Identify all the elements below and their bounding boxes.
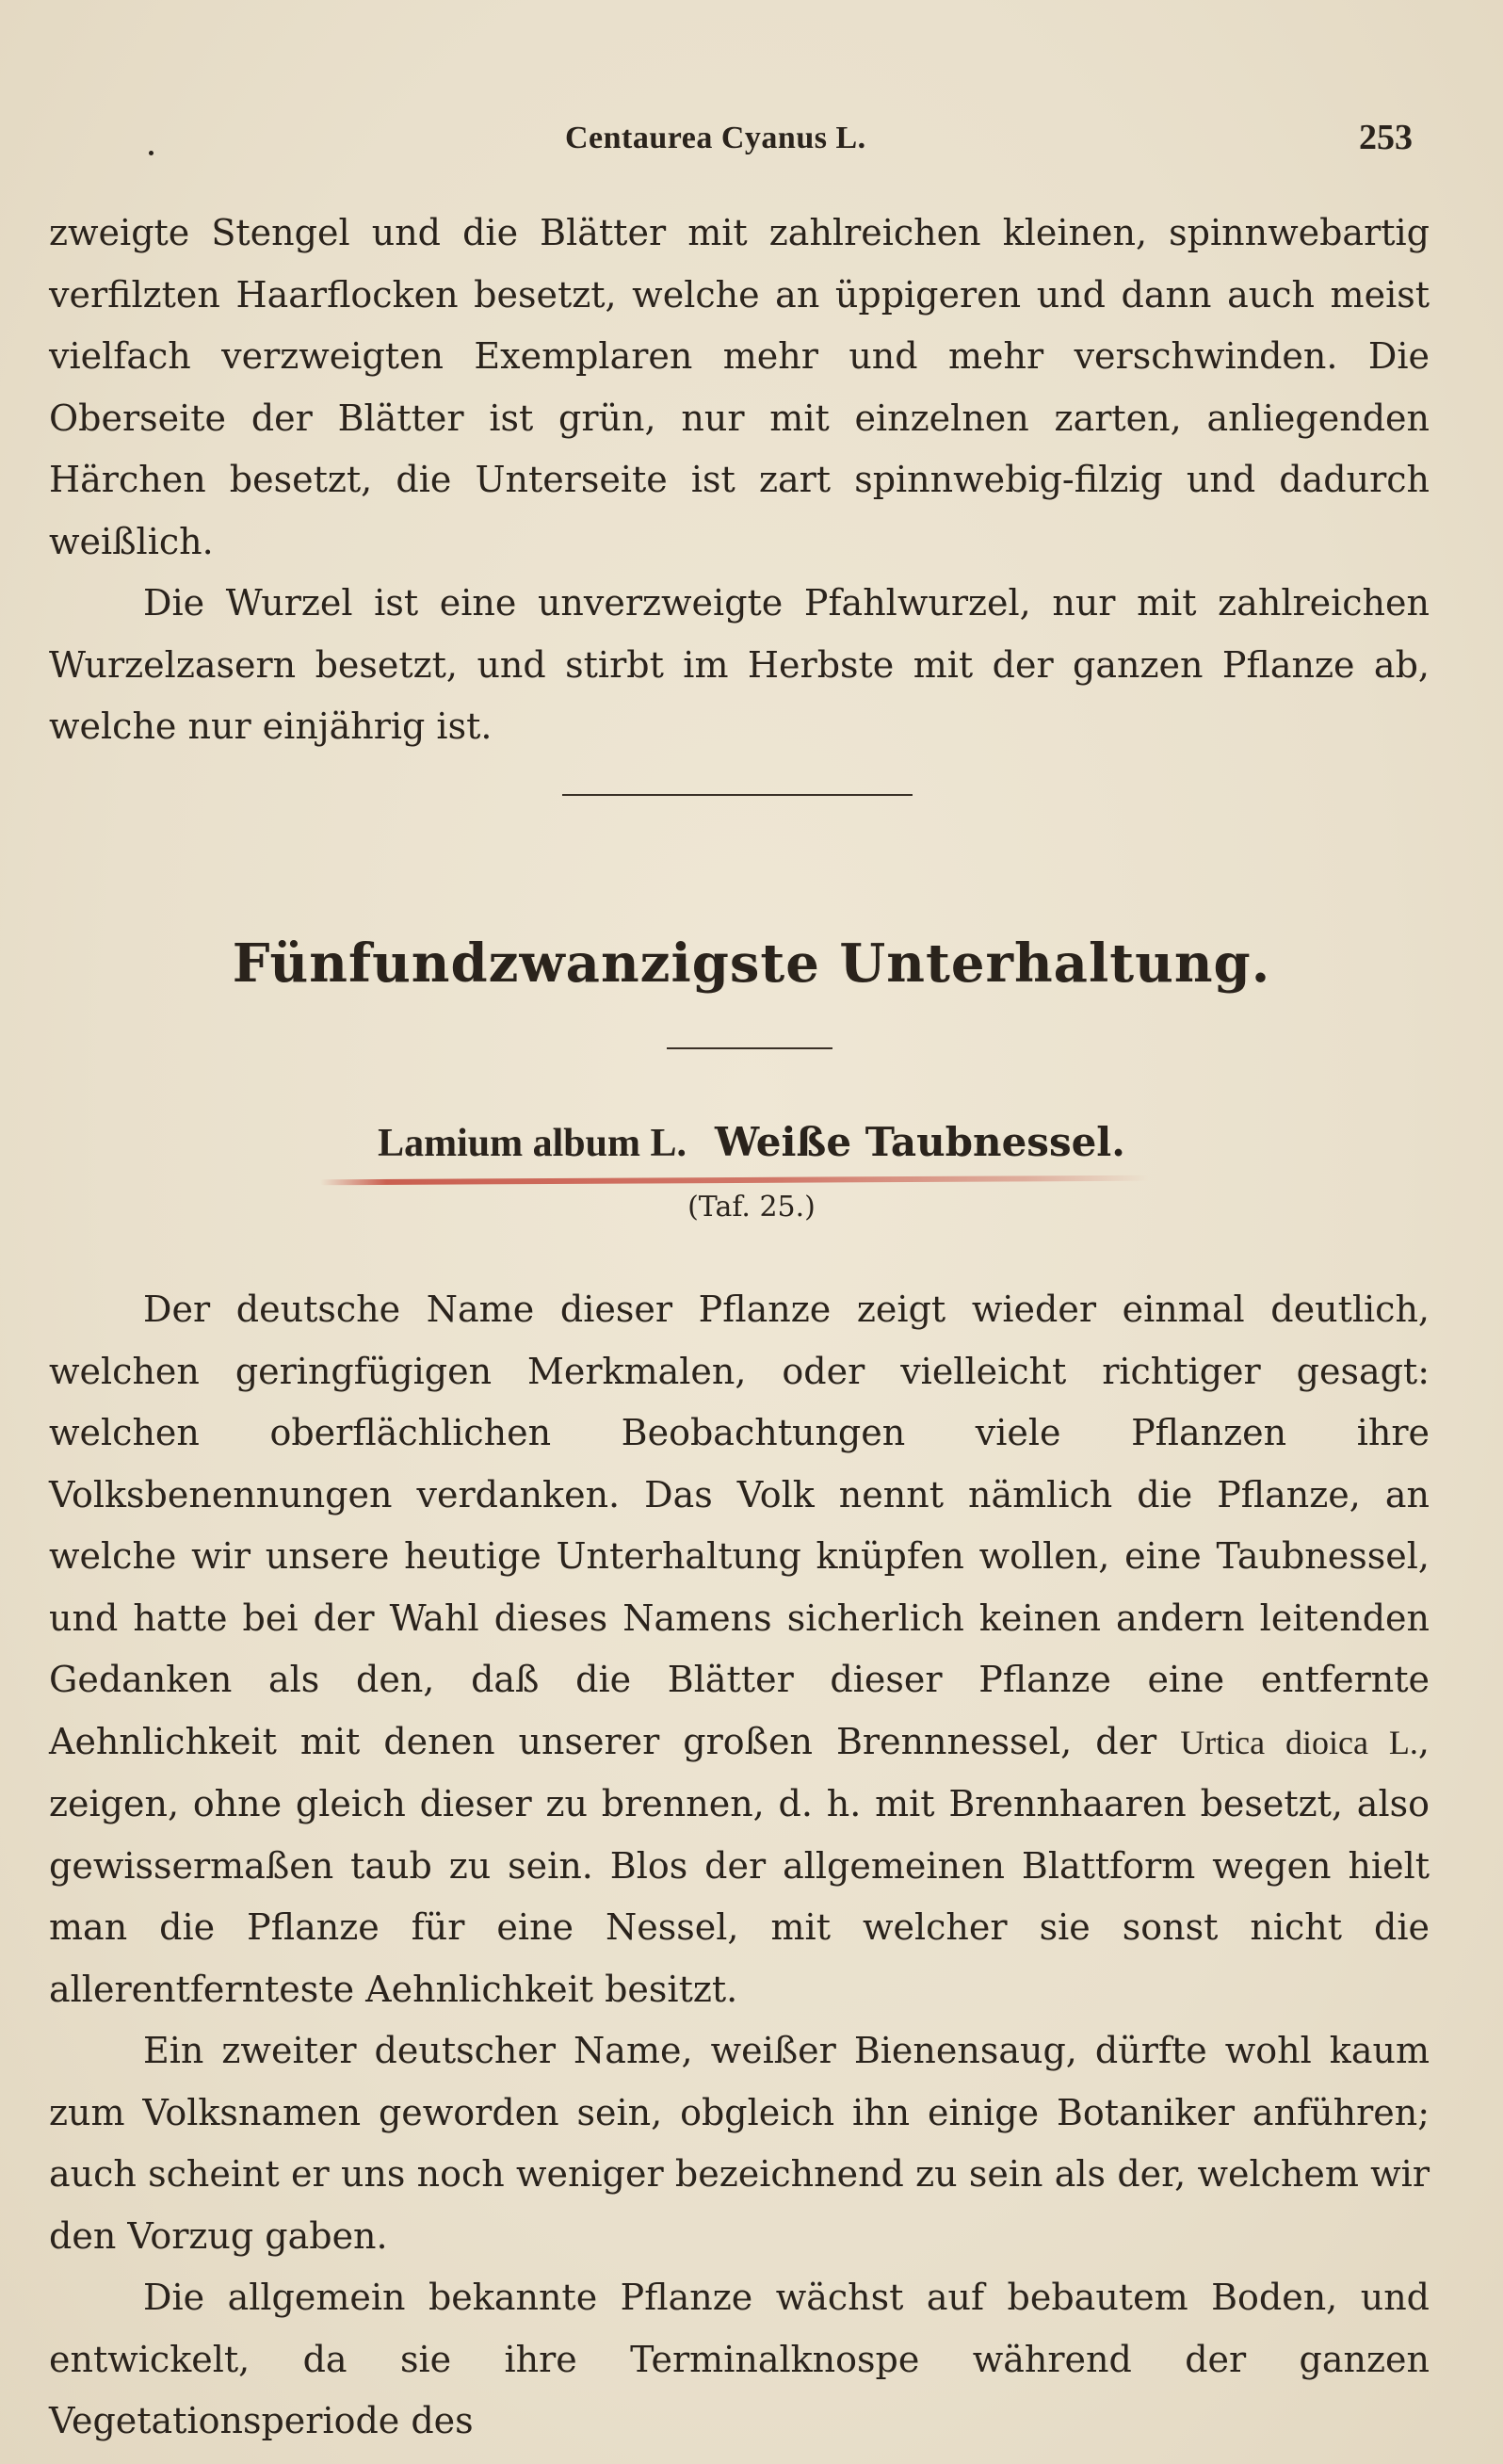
continued-text — [49, 203, 1430, 758]
page-number: 253 — [1359, 118, 1413, 157]
paragraph: zweigte Stengel und die Blätter mit zahlreichen kleinen, spinnwebartig verfilzten Haarflocken besetzt, welche an üppigeren und dann auch meist vielfach verzweigten Exemplaren mehr und mehr verschwinden. Die Oberseite der Blätter ist grün, nur mit einzelnen zarten, anliegenden Härchen besetzt, die Unterseite ist zart spinnwebig-filzig und dadurch weißlich. — [49, 212, 1430, 562]
species-heading — [0, 1119, 1503, 1166]
paragraph-text: , zeigen, ohne gleich dieser zu brennen, d. h. mit Brennhaaren besetzt, also gewissermaßen taub zu sein. Blos der allgemeinen Blattform wegen hielt man die Pflanze für eine Nessel, mit welcher sie sonst nicht die allerentfernteste Aehnlichkeit besitzt. — [49, 1720, 1430, 2010]
chapter-heading: Fünfundzwanzigste Unterhaltung. — [232, 932, 1271, 995]
species-name: Urtica dioica L. — [1180, 1723, 1418, 1761]
paragraph: Die allgemein bekannte Pflanze wächst auf bebautem Boden, und entwickelt, da sie ihre Terminalknospe während der ganzen Vegetationsperiode des — [49, 2277, 1430, 2441]
species-german-name: Weiße Taubnessel. — [715, 1119, 1125, 1165]
printer-mark — [149, 151, 154, 155]
species-latin-name: Lamium album L. — [378, 1122, 687, 1165]
paragraph-text: Der deutsche Name dieser Pflanze zeigt wieder einmal deutlich, welchen geringfügigen Merkmalen, oder vielleicht richtiger gesagt: welchen oberflächlichen Beobachtungen viele Pflanzen ihre Volksbenennungen verdanken. Das Volk nennt nämlich die Pflanze, an welche wir unsere heutige Unterhaltung knüpfen wollen, eine Taubnessel, und hatte bei der Wahl dieses Namens sicherlich keinen andern leitenden Gedanken als den, daß die Blätter dieser Pflanze eine entfernte Aehnlichkeit mit denen unserer großen Brennnessel, der — [49, 1289, 1430, 1762]
section-divider — [562, 794, 913, 796]
plate-reference: (Taf. 25.) — [687, 1191, 816, 1224]
red-pencil-underline — [320, 1175, 1149, 1186]
heading-divider — [667, 1047, 832, 1049]
paragraph: Die Wurzel ist eine unverzweigte Pfahlwurzel, nur mit zahlreichen Wurzelzasern besetzt, und stirbt im Herbste mit der ganzen Pflanze ab, welche nur einjährig ist. — [49, 582, 1430, 747]
paragraph: Ein zweiter deutscher Name, weißer Bienensaug, dürfte wohl kaum zum Volksnamen geworden sein, obgleich ihn einige Botaniker anführen; auch scheint er uns noch weniger bezeichnend zu sein als der, welchem wir den Vorzug gaben. — [49, 2030, 1430, 2257]
running-head: Centaurea Cyanus L. — [565, 121, 866, 155]
chapter-body — [49, 1279, 1430, 2453]
paragraph — [49, 1279, 1430, 2020]
